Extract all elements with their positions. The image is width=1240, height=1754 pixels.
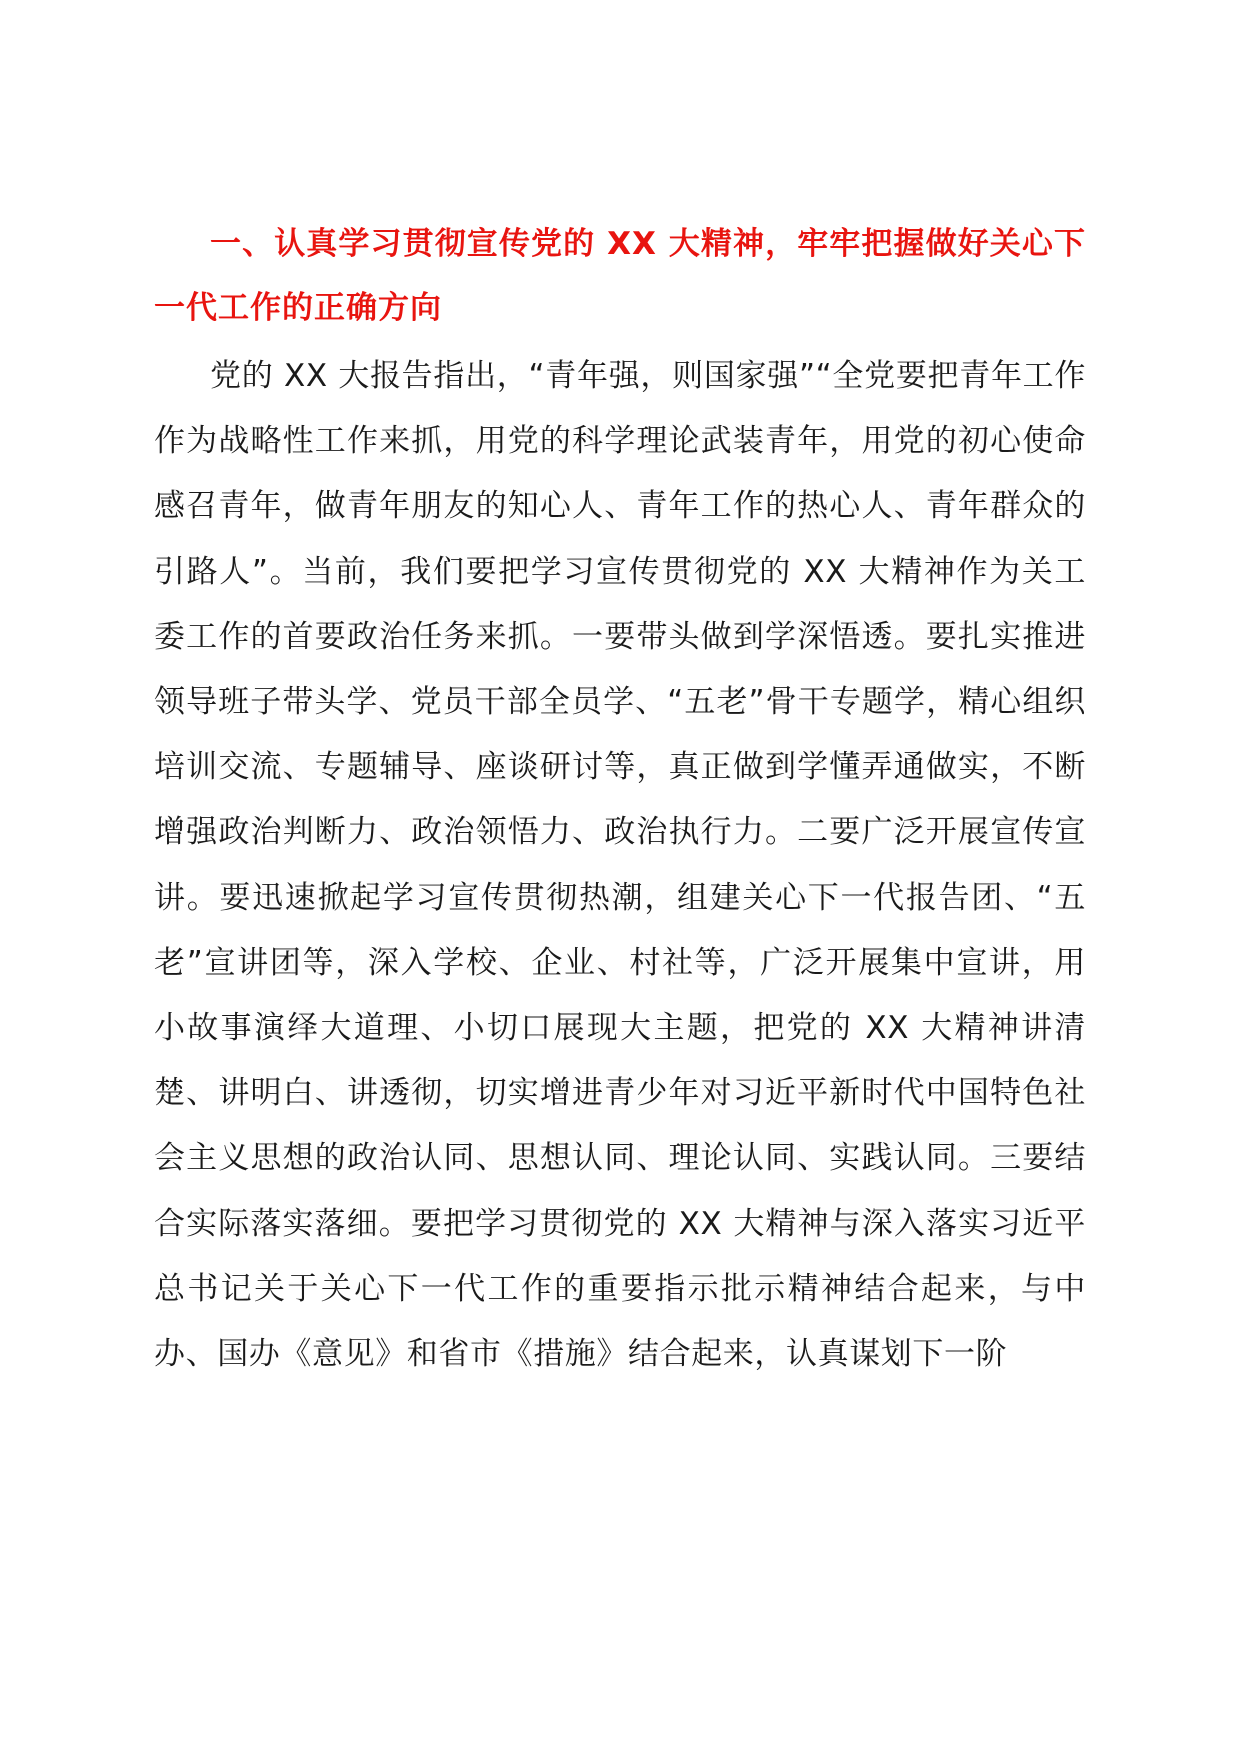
document-content — [154, 212, 1086, 1387]
body-paragraph: 党的 XX 大报告指出，“青年强，则国家强”“全党要把青年工作作为战略性工作来抓，用党的科学理论武装青年，用党的初心使命感召青年，做青年朋友的知心人、青年工作的热心人、青年群众的引路人”。当前，我们要把学习宣传贯彻党的 XX 大精神作为关工委工作的首要政治任务来抓。一要带头做到学深悟透。要扎实推进领导班子带头学、党员干部全员学、“五老”骨干专题学，精心组织培训交流、专题辅导、座谈研讨等，真正做到学懂弄通做实，不断增强政治判断力、政治领悟力、政治执行力。二要广泛开展宣传宣讲。要迅速掀起学习宣传贯彻热潮，组建关心下一代报告团、“五老”宣讲团等，深入学校、企业、村社等，广泛开展集中宣讲，用小故事演绎大道理、小切口展现大主题，把党的 XX 大精神讲清楚、讲明白、讲透彻，切实增进青少年对习近平新时代中国特色社会主义思想的政治认同、思想认同、理论认同、实践认同。三要结合实际落实落细。要把学习贯彻党的 XX 大精神与深入落实习近平总书记关于关心下一代工作的重要指示批示精神结合起来，与中办、国办《意见》和省市《措施》结合起来，认真谋划下一阶 — [154, 358, 1086, 1373]
section-heading: 一、认真学习贯彻宣传党的 XX 大精神，牢牢把握做好关心下一代工作的正确方向 — [154, 226, 1086, 326]
